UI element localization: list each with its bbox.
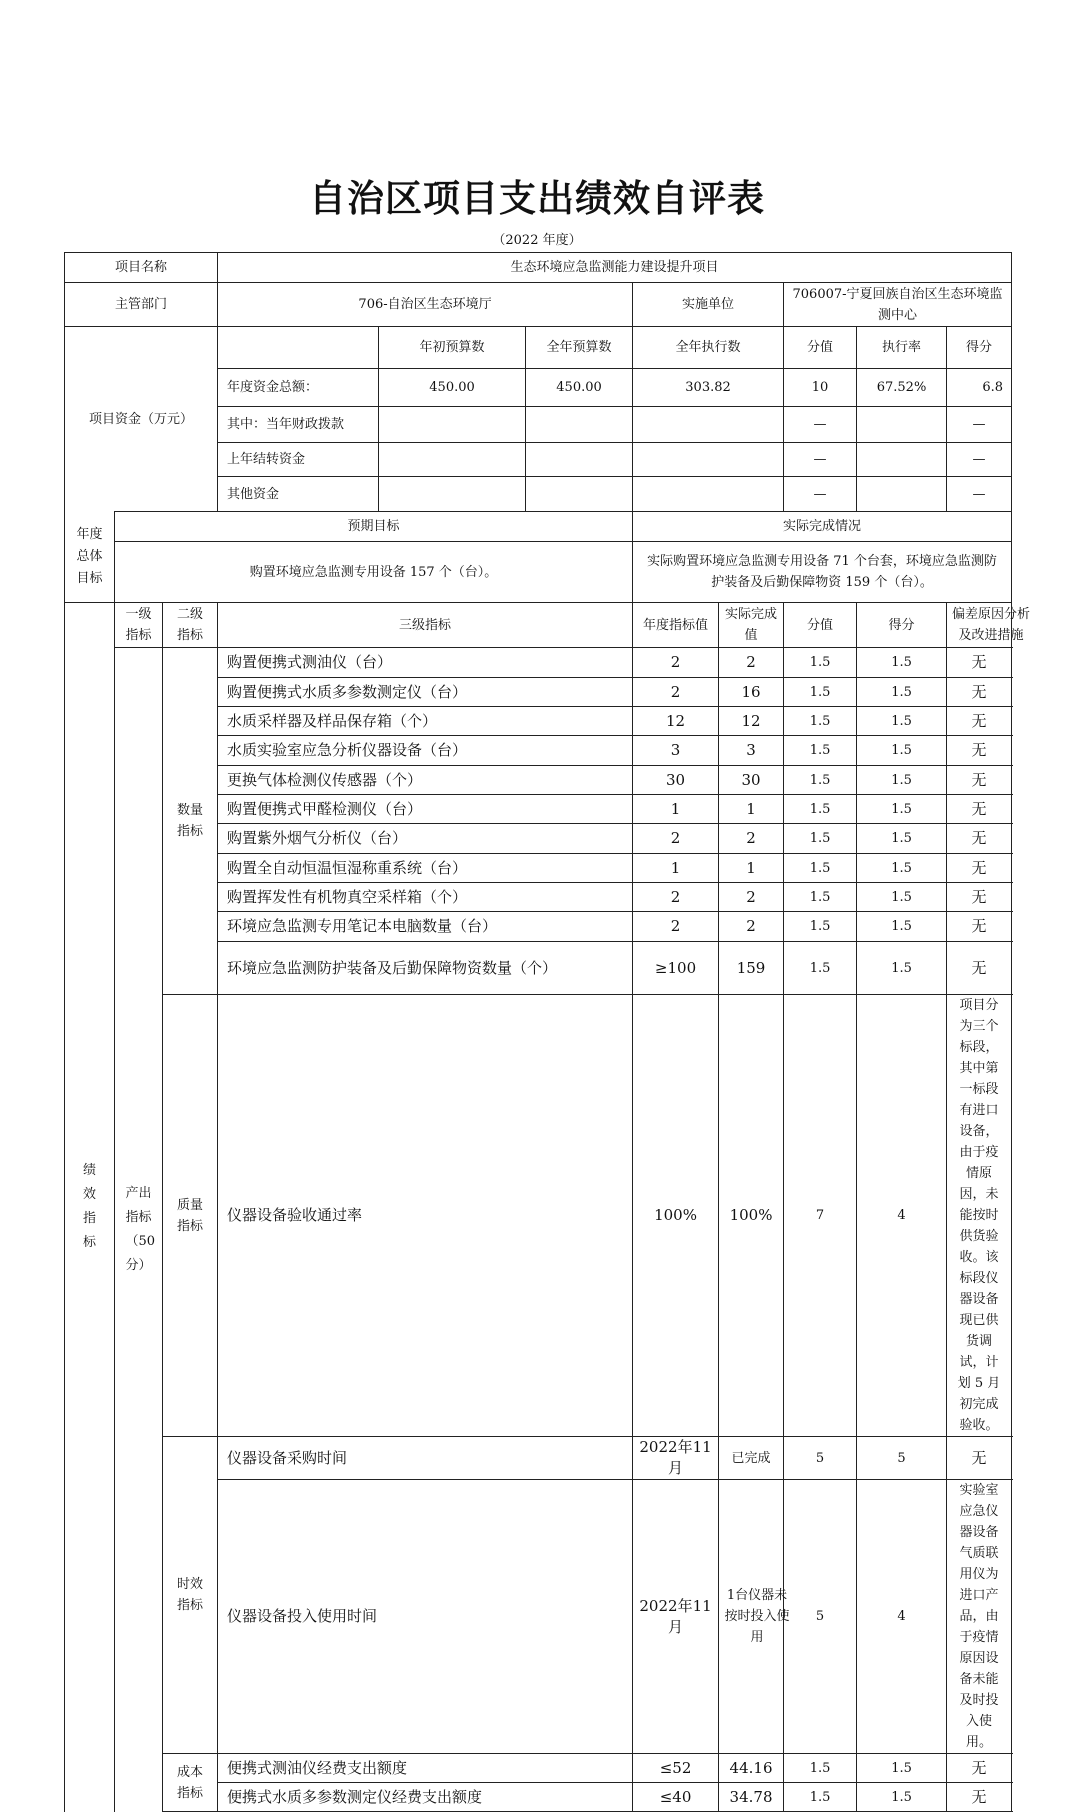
score-value-header: 分值: [784, 603, 857, 648]
indicator-target: 2: [633, 883, 719, 912]
indicator-name: 水质实验室应急分析仪器设备（台）: [218, 736, 633, 766]
indicator-name: 购置便携式测油仪（台）: [218, 648, 633, 678]
funds-row-initial: [379, 477, 526, 512]
funds-row-score: 6.8: [947, 369, 1012, 407]
funds-row-label: 其中：当年财政拨款: [218, 407, 379, 443]
project-name-label: 项目名称: [65, 253, 218, 283]
timeliness-indicator-label: 时效指标: [163, 1437, 218, 1754]
target-header: 年度指标值: [633, 603, 719, 648]
implementing-unit-value: 706007-宁夏回族自治区生态环境监测中心: [784, 283, 1012, 327]
funds-header-initial: 年初预算数: [379, 327, 526, 369]
goals-header-row: [65, 512, 1012, 542]
indicator-reason: 无: [947, 707, 1012, 736]
indicator-score: 1.5: [857, 795, 947, 824]
indicator-score-value: 1.5: [784, 678, 857, 707]
indicator-reason: 无: [947, 824, 1012, 854]
indicator-score-value: 1.5: [784, 795, 857, 824]
indicator-target: ≤52: [633, 1754, 719, 1783]
indicator-score-value: 5: [784, 1437, 857, 1480]
funds-row-executed: [633, 477, 784, 512]
indicator-target: 2: [633, 824, 719, 854]
indicator-reason: 无: [947, 1783, 1012, 1812]
indicator-target: ≤40: [633, 1783, 719, 1812]
expected-goal-text: 购置环境应急监测专用设备 157 个（台）。: [115, 542, 633, 603]
funds-row-score-value: —: [784, 477, 857, 512]
actual-goal-header: 实际完成情况: [633, 512, 1012, 542]
funds-row-score: —: [947, 443, 1012, 477]
indicator-actual: 100%: [719, 995, 784, 1437]
indicator-name: 环境应急监测防护装备及后勤保障物资数量（个）: [218, 942, 633, 995]
funds-row-executed: [633, 407, 784, 443]
indicator-actual: 30: [719, 766, 784, 795]
indicator-actual: 34.78: [719, 1783, 784, 1812]
indicator-score: 1.5: [857, 942, 947, 995]
indicator-reason: 无: [947, 912, 1012, 942]
indicator-name: 购置紫外烟气分析仪（台）: [218, 824, 633, 854]
indicator-reason: 无: [947, 942, 1012, 995]
indicator-score-value: 1.5: [784, 648, 857, 678]
funds-row-initial: [379, 443, 526, 477]
indicator-header-row: [65, 603, 1012, 648]
indicator-row: [65, 648, 1012, 678]
level1-header: 一级指标: [115, 603, 163, 648]
indicator-actual: 44.16: [719, 1754, 784, 1783]
indicator-reason: 无: [947, 678, 1012, 707]
funds-header-executed: 全年执行数: [633, 327, 784, 369]
department-value: 706-自治区生态环境厅: [218, 283, 633, 327]
indicator-target: 12: [633, 707, 719, 736]
indicator-actual: 16: [719, 678, 784, 707]
funds-row-annual: [526, 443, 633, 477]
funds-row-executed: [633, 443, 784, 477]
output-indicator-label: 产出指标（50分）: [115, 648, 163, 1812]
indicator-name: 水质采样器及样品保存箱（个）: [218, 707, 633, 736]
indicator-name: 购置挥发性有机物真空采样箱（个）: [218, 883, 633, 912]
indicator-target: 1: [633, 795, 719, 824]
indicator-reason: 无: [947, 1437, 1012, 1480]
page-subtitle: （2022 年度）: [492, 233, 582, 248]
indicator-score: 1.5: [857, 678, 947, 707]
indicator-score-value: 1.5: [784, 736, 857, 766]
indicator-target: 3: [633, 736, 719, 766]
performance-indicators-label: 绩效指标: [65, 603, 115, 1812]
indicator-name: 环境应急监测专用笔记本电脑数量（台）: [218, 912, 633, 942]
indicator-target: ≥100: [633, 942, 719, 995]
indicator-score-value: 1.5: [784, 766, 857, 795]
reason-header: 偏差原因分析及改进措施: [947, 603, 1012, 648]
indicator-score: 4: [857, 995, 947, 1437]
indicator-reason: 无: [947, 1754, 1012, 1783]
indicator-score-value: 1.5: [784, 1754, 857, 1783]
indicator-name: 购置全自动恒温恒湿称重系统（台）: [218, 854, 633, 883]
funds-row-score: —: [947, 477, 1012, 512]
indicator-reason: 无: [947, 854, 1012, 883]
quality-indicator-label: 质量指标: [163, 995, 218, 1437]
quantity-indicator-label: 数量指标: [163, 648, 218, 995]
indicator-actual: 已完成: [719, 1437, 784, 1480]
indicator-reason: 无: [947, 883, 1012, 912]
indicator-score: 1.5: [857, 707, 947, 736]
indicator-name: 仪器设备验收通过率: [218, 995, 633, 1437]
funds-row-score-value: —: [784, 407, 857, 443]
funds-row-label: 年度资金总额：: [218, 369, 379, 407]
indicator-score-value: 1.5: [784, 942, 857, 995]
funds-row-label: 上年结转资金: [218, 443, 379, 477]
indicator-score-value: 5: [784, 1480, 857, 1754]
indicator-name: 购置便携式甲醛检测仪（台）: [218, 795, 633, 824]
score-header: 得分: [857, 603, 947, 648]
indicator-actual: 2: [719, 883, 784, 912]
annual-goals-label: 年度总体目标: [65, 512, 115, 603]
indicator-score: 1.5: [857, 824, 947, 854]
funds-row-score: —: [947, 407, 1012, 443]
indicator-actual: 1: [719, 854, 784, 883]
level2-header: 二级指标: [163, 603, 218, 648]
indicator-name: 购置便携式水质多参数测定仪（台）: [218, 678, 633, 707]
indicator-name: 便携式测油仪经费支出额度: [218, 1754, 633, 1783]
indicator-actual: 3: [719, 736, 784, 766]
funds-header-annual: 全年预算数: [526, 327, 633, 369]
indicator-score: 4: [857, 1480, 947, 1754]
funds-row-executed: 303.82: [633, 369, 784, 407]
indicator-score-value: 1.5: [784, 912, 857, 942]
indicator-score-value: 1.5: [784, 1783, 857, 1812]
project-name-row: [65, 253, 1012, 283]
indicator-target: 100%: [633, 995, 719, 1437]
funds-label: 项目资金（万元）: [65, 327, 218, 512]
indicator-score: 1.5: [857, 1754, 947, 1783]
indicator-target: 2: [633, 648, 719, 678]
indicator-score: 1.5: [857, 883, 947, 912]
funds-row-initial: [379, 407, 526, 443]
goals-content-row: [65, 542, 1012, 603]
funds-row-annual: [526, 407, 633, 443]
indicator-score: 1.5: [857, 912, 947, 942]
indicator-name: 仪器设备投入使用时间: [218, 1480, 633, 1754]
funds-header-rate: 执行率: [857, 327, 947, 369]
indicator-score: 5: [857, 1437, 947, 1480]
funds-header-blank: [218, 327, 379, 369]
implementing-unit-label: 实施单位: [633, 283, 784, 327]
indicator-actual: 12: [719, 707, 784, 736]
actual-header: 实际完成值: [719, 603, 784, 648]
expected-goal-header: 预期目标: [115, 512, 633, 542]
indicator-reason: 无: [947, 648, 1012, 678]
indicator-actual: 2: [719, 648, 784, 678]
indicator-target: 1: [633, 854, 719, 883]
funds-row-rate: [857, 407, 947, 443]
indicator-row: [65, 1754, 1012, 1783]
indicator-name: 仪器设备采购时间: [218, 1437, 633, 1480]
level3-header: 三级指标: [218, 603, 633, 648]
actual-goal-text: 实际购置环境应急监测专用设备 71 个台套，环境应急监测防护装备及后勤保障物资 159 个（台）。: [633, 542, 1012, 603]
indicator-score: 1.5: [857, 736, 947, 766]
funds-row-score-value: 10: [784, 369, 857, 407]
indicator-target: 2022年11月: [633, 1480, 719, 1754]
funds-row-annual: [526, 477, 633, 512]
indicator-actual: 2: [719, 824, 784, 854]
department-row: [65, 283, 1012, 327]
indicator-score-value: 1.5: [784, 854, 857, 883]
funds-row-label: 其他资金: [218, 477, 379, 512]
indicator-reason: 无: [947, 766, 1012, 795]
indicator-reason: 实验室应急仪器设备气质联用仪为进口产品，由于疫情原因设备未能及时投入使用。: [947, 1480, 1012, 1754]
funds-row-rate: [857, 443, 947, 477]
indicator-score: 1.5: [857, 648, 947, 678]
indicator-score-value: 7: [784, 995, 857, 1437]
indicator-actual: 159: [719, 942, 784, 995]
indicator-target: 2022年11月: [633, 1437, 719, 1480]
department-label: 主管部门: [65, 283, 218, 327]
indicator-actual: 1: [719, 795, 784, 824]
indicator-reason: 无: [947, 795, 1012, 824]
indicator-reason: 无: [947, 736, 1012, 766]
indicator-score-value: 1.5: [784, 824, 857, 854]
cost-indicator-label: 成本指标: [163, 1754, 218, 1812]
indicator-target: 2: [633, 912, 719, 942]
indicator-target: 30: [633, 766, 719, 795]
indicator-name: 更换气体检测仪传感器（个）: [218, 766, 633, 795]
funds-header-row: [65, 327, 1012, 369]
indicator-name: 便携式水质多参数测定仪经费支出额度: [218, 1783, 633, 1812]
indicator-score: 1.5: [857, 854, 947, 883]
funds-row-annual: 450.00: [526, 369, 633, 407]
funds-row-rate: [857, 477, 947, 512]
indicator-score: 1.5: [857, 1783, 947, 1812]
funds-row-score-value: —: [784, 443, 857, 477]
indicator-score: 1.5: [857, 766, 947, 795]
indicator-target: 2: [633, 678, 719, 707]
project-name-value: 生态环境应急监测能力建设提升项目: [218, 253, 1012, 283]
funds-row-rate: 67.52%: [857, 369, 947, 407]
indicator-row: [65, 1437, 1012, 1480]
page-title: 自治区项目支出绩效自评表: [309, 177, 765, 220]
indicator-actual: 1台仪器未按时投入使用: [719, 1480, 784, 1754]
funds-header-score: 得分: [947, 327, 1012, 369]
funds-header-score-value: 分值: [784, 327, 857, 369]
indicator-reason: 项目分为三个标段，其中第一标段有进口设备，由于疫情原因，未能按时供货验收。该标段仪器设备现已供货调试，计划 5 月初完成验收。: [947, 995, 1012, 1437]
indicator-score-value: 1.5: [784, 883, 857, 912]
funds-row-initial: 450.00: [379, 369, 526, 407]
indicator-row: [65, 995, 1012, 1437]
evaluation-table: [64, 252, 1031, 1812]
indicator-score-value: 1.5: [784, 707, 857, 736]
indicator-actual: 2: [719, 912, 784, 942]
